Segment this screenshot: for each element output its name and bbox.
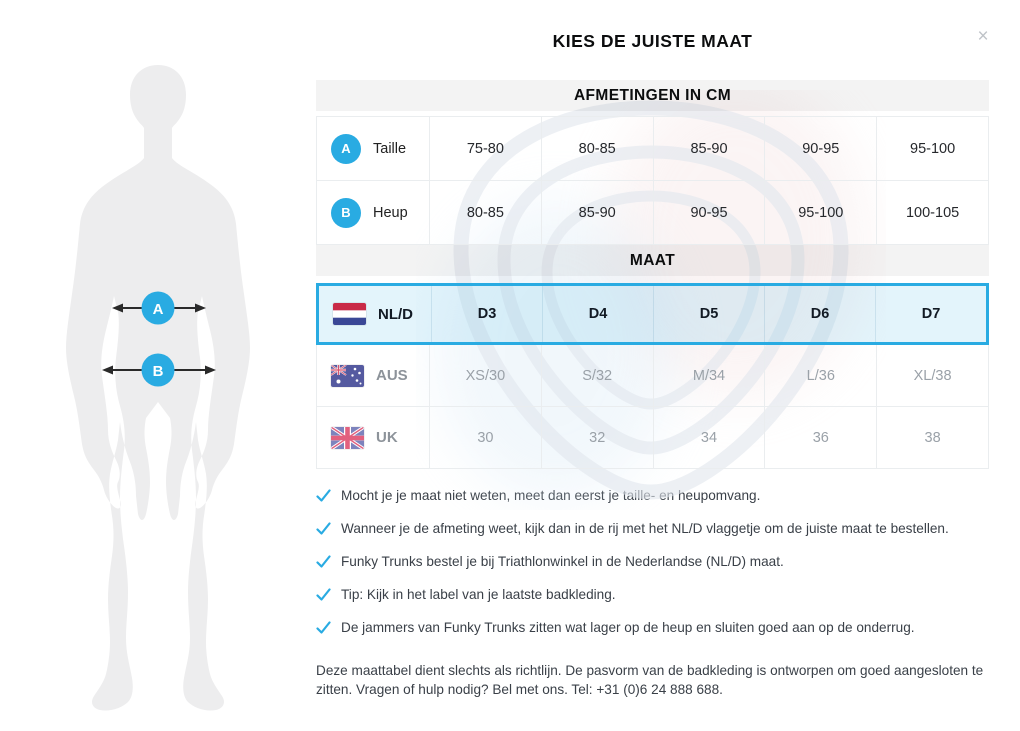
size-value: L/36 — [764, 345, 876, 406]
svg-text:B: B — [152, 363, 164, 380]
close-icon[interactable]: × — [970, 24, 996, 50]
taille-value: 85-90 — [653, 117, 765, 180]
sizes-header: MAAT — [316, 245, 989, 276]
size-value: XS/30 — [429, 345, 541, 406]
size-value: 36 — [764, 407, 876, 468]
heup-value: 100-105 — [876, 181, 988, 244]
table-row-uk — [316, 407, 989, 469]
row-label: NL/D — [378, 305, 413, 323]
body-silhouette-graphic — [58, 62, 258, 712]
check-icon — [316, 588, 331, 602]
size-value: S/32 — [541, 345, 653, 406]
heup-value: 95-100 — [764, 181, 876, 244]
size-guide-content — [316, 31, 989, 700]
size-value: 34 — [653, 407, 765, 468]
check-icon — [316, 621, 331, 635]
row-label: AUS — [376, 367, 408, 384]
size-value: 30 — [429, 407, 541, 468]
note-text: Funky Trunks bestel je bij Triathlonwinkel in de Nederlandse (NL/D) maat. — [341, 554, 784, 569]
body-silhouette — [58, 62, 258, 712]
size-value: XL/38 — [876, 345, 988, 406]
waist-marker-badge — [142, 292, 175, 325]
size-value: D3 — [431, 286, 542, 342]
row-label: Taille — [373, 140, 407, 157]
size-value: D6 — [764, 286, 875, 342]
marker-a-badge: A — [331, 134, 361, 164]
netherlands-flag-icon — [333, 303, 366, 325]
heup-value: 80-85 — [429, 181, 541, 244]
check-icon — [316, 489, 331, 503]
row-label: UK — [376, 429, 398, 446]
svg-text:A: A — [152, 301, 164, 318]
note-text: Tip: Kijk in het label van je laatste badkleding. — [341, 587, 616, 602]
size-value: M/34 — [653, 345, 765, 406]
disclaimer-text: Deze maattabel dient slechts als richtlijn. De pasvorm van de badkleding is ontworpen om goed aangesloten te zitten. Vragen of hulp nodig? Bel met ons. Tel: +31 (0)6 24 888 688. — [316, 663, 984, 698]
size-tables — [316, 80, 989, 469]
list-item — [316, 521, 989, 536]
taille-value: 90-95 — [764, 117, 876, 180]
note-text: Mocht je je maat niet weten, meet dan eerst je taille- en heupomvang. — [341, 488, 761, 503]
table-row-aus — [316, 345, 989, 407]
row-label: Heup — [373, 204, 408, 221]
size-value: D7 — [875, 286, 986, 342]
taille-value: 75-80 — [429, 117, 541, 180]
size-value: 38 — [876, 407, 988, 468]
list-item — [316, 620, 989, 635]
sizes-table — [316, 283, 989, 469]
australia-flag-icon — [331, 365, 364, 387]
page-title: KIES DE JUISTE MAAT — [552, 31, 753, 51]
taille-value: 80-85 — [541, 117, 653, 180]
notes-list — [316, 488, 989, 635]
heup-value: 85-90 — [541, 181, 653, 244]
measurements-header: AFMETINGEN IN CM — [316, 80, 989, 111]
table-row-heup — [317, 181, 988, 245]
taille-value: 95-100 — [876, 117, 988, 180]
check-icon — [316, 522, 331, 536]
table-row-nld — [316, 283, 989, 345]
size-value: D5 — [653, 286, 764, 342]
note-text: De jammers van Funky Trunks zitten wat lager op de heup en sluiten goed aan op de onderrug. — [341, 620, 915, 635]
note-text: Wanneer je de afmeting weet, kijk dan in de rij met het NL/D vlaggetje om de juiste maat te bestellen. — [341, 521, 949, 536]
uk-flag-icon — [331, 427, 364, 449]
size-value: 32 — [541, 407, 653, 468]
check-icon — [316, 555, 331, 569]
size-value: D4 — [542, 286, 653, 342]
table-row-taille — [317, 117, 988, 181]
marker-b-badge: B — [331, 198, 361, 228]
heup-value: 90-95 — [653, 181, 765, 244]
hip-marker-badge — [142, 354, 175, 387]
measurements-table — [316, 116, 989, 245]
list-item — [316, 554, 989, 569]
list-item — [316, 587, 989, 602]
